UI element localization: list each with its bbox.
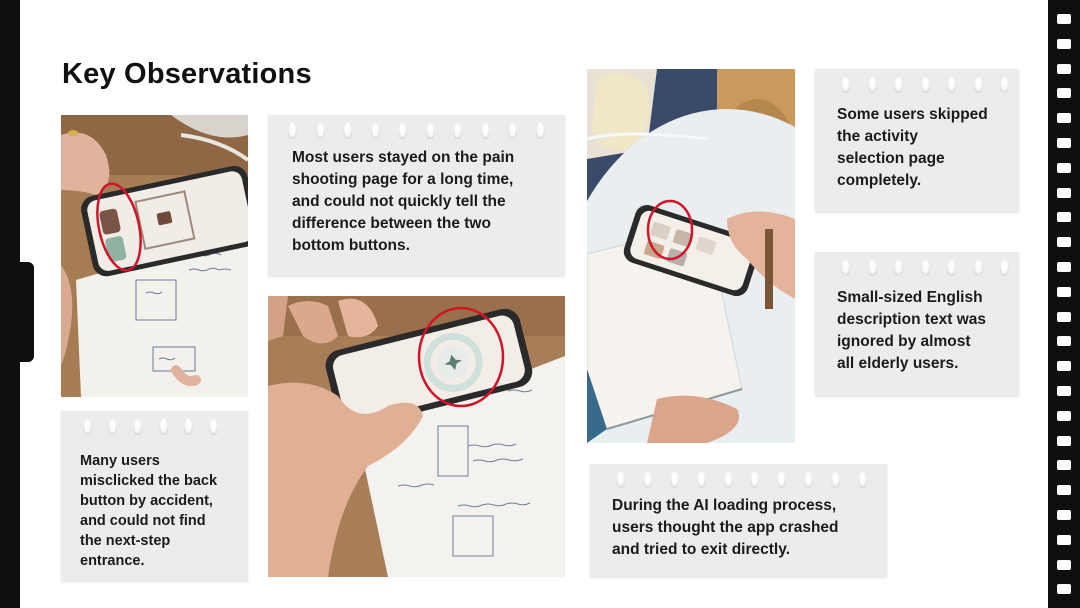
film-hole bbox=[1057, 138, 1071, 148]
photo-activity-selection-test bbox=[587, 69, 795, 443]
film-hole bbox=[1057, 262, 1071, 272]
note-text: During the AI loading process, users thought the app crashed and tried to exit directly. bbox=[612, 497, 839, 558]
photo-ai-loading-test bbox=[268, 296, 565, 577]
film-hole bbox=[1057, 312, 1071, 322]
film-hole bbox=[1057, 336, 1071, 346]
binder-rings bbox=[616, 472, 867, 490]
binder-rings bbox=[288, 123, 545, 141]
film-hole bbox=[1057, 163, 1071, 173]
note-text: Most users stayed on the pain shooting page for a long time, and could not quickly tell the difference between the two bottom buttons. bbox=[292, 149, 515, 254]
note-card-pain-shooting bbox=[268, 115, 565, 276]
film-hole bbox=[1057, 386, 1071, 396]
film-strip-border bbox=[1048, 0, 1080, 608]
film-hole bbox=[1057, 88, 1071, 98]
film-hole bbox=[1057, 188, 1071, 198]
binder-rings bbox=[841, 260, 1009, 278]
note-card-back-button bbox=[61, 411, 248, 581]
film-hole bbox=[1057, 485, 1071, 495]
photo-camera-page-test bbox=[61, 115, 248, 397]
note-card-activity-skip bbox=[815, 69, 1019, 212]
slide-title: Key Observations bbox=[62, 58, 312, 90]
note-text: Many users misclicked the back button by accident, and could not find the next-step entrance. bbox=[80, 453, 218, 569]
note-card-ai-loading bbox=[590, 464, 887, 577]
film-hole bbox=[1057, 584, 1071, 594]
film-hole bbox=[1057, 411, 1071, 421]
film-hole bbox=[1057, 113, 1071, 123]
note-text: Small-sized English description text was ignored by almost all elderly users. bbox=[837, 289, 987, 372]
film-hole bbox=[1057, 212, 1071, 222]
film-hole bbox=[1057, 535, 1071, 545]
film-hole bbox=[1057, 560, 1071, 570]
film-hole bbox=[1057, 436, 1071, 446]
note-text: Some users skipped the activity selection page completely. bbox=[837, 106, 988, 189]
film-hole bbox=[1057, 510, 1071, 520]
film-hole bbox=[1057, 361, 1071, 371]
film-hole bbox=[1057, 14, 1071, 24]
binder-rings bbox=[83, 419, 218, 437]
film-hole bbox=[1057, 64, 1071, 74]
film-hole bbox=[1057, 460, 1071, 470]
film-hole bbox=[1057, 287, 1071, 297]
film-hole bbox=[1057, 39, 1071, 49]
binder-rings bbox=[841, 77, 1009, 95]
left-frame-tab bbox=[16, 262, 34, 362]
note-card-english-text bbox=[815, 252, 1019, 396]
film-hole bbox=[1057, 237, 1071, 247]
